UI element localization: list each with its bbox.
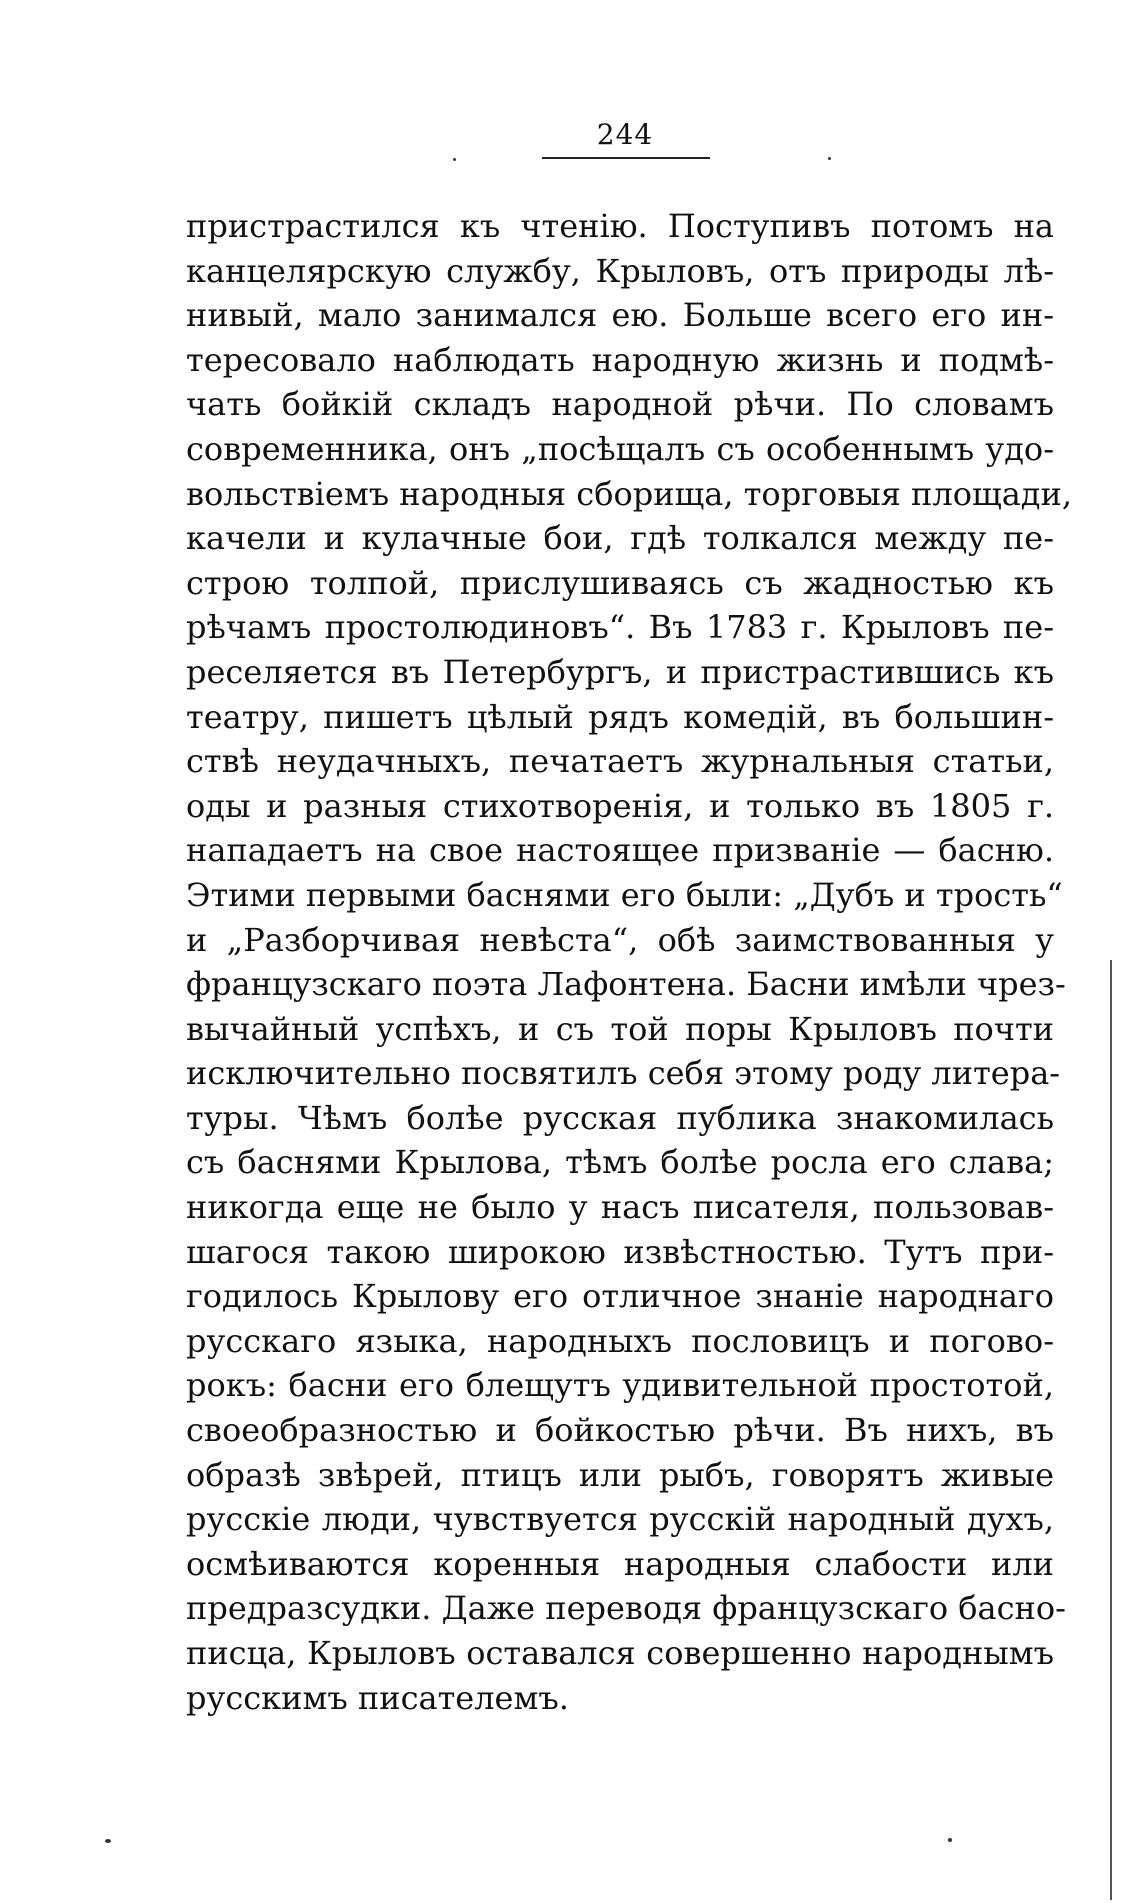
- text-line: своеобразностью и бойкостью рѣчи. Въ нихъ, въ: [186, 1411, 1054, 1450]
- scan-speck: [828, 157, 831, 160]
- text-line: Этими первыми баснями его были: „Дубъ и трость“: [186, 875, 1063, 914]
- text-line: туры. Чѣмъ болѣе русская публика знакомилась: [186, 1098, 1054, 1137]
- text-line: оды и разныя стихотворенія, и только въ 1805 г.: [186, 786, 1054, 825]
- text-line: пристрастился къ чтенію. Поступивъ потомъ на: [186, 207, 1054, 245]
- text-line: осмѣиваются коренныя народныя слабости или: [186, 1544, 1054, 1583]
- text-line: вольствіемъ народныя сборища, торговыя площади,: [186, 474, 1072, 513]
- text-line: театру, пишетъ цѣлый рядъ комедій, въ большин-: [186, 697, 1054, 736]
- text-line: нападаетъ на свое настоящее призваніе — басню.: [186, 831, 1054, 870]
- page-number: 244: [596, 118, 654, 151]
- text-line: никогда еще не было у насъ писателя, пользовав-: [186, 1188, 1054, 1227]
- text-line: вычайный успѣхъ, и съ той поры Крыловъ почти: [186, 1009, 1054, 1048]
- text-line: образѣ звѣрей, птицъ или рыбъ, говорятъ живые: [186, 1455, 1054, 1494]
- scan-speck: [105, 1839, 111, 1843]
- page-edge-line: [1110, 960, 1112, 1900]
- text-line: русскаго языка, народныхъ пословицъ и погово-: [186, 1321, 1054, 1360]
- text-line: писца, Крыловъ оставался совершенно народнымъ: [186, 1634, 1054, 1672]
- text-line: чать бойкій складъ народной рѣчи. По словамъ: [186, 385, 1054, 424]
- text-line: рокъ: басни его блещутъ удивительной простотой,: [186, 1366, 1054, 1405]
- text-line: нивый, мало занимался ею. Больше всего его ин-: [186, 296, 1054, 335]
- text-line: исключительно посвятилъ себя этому роду литера-: [186, 1054, 1061, 1093]
- text-line: французскаго поэта Лафонтена. Басни имѣли чрез-: [186, 965, 1066, 1004]
- text-line: и „Разборчивая невѣста“, обѣ заимствованныя у: [186, 920, 1054, 959]
- text-line: русскимъ писателемъ.: [186, 1678, 569, 1717]
- body-text: [186, 204, 1072, 1720]
- text-line: рѣчамъ простолюдиновъ“. Въ 1783 г. Крыловъ пе-: [186, 608, 1054, 647]
- text-line: современника, онъ „посѣщалъ съ особеннымъ удо-: [186, 429, 1054, 468]
- text-line: строю толпой, прислушиваясь съ жадностью къ: [186, 563, 1054, 602]
- text-line: реселяется въ Петербургъ, и пристрастившись къ: [186, 652, 1054, 691]
- text-line: канцелярскую службу, Крыловъ, отъ природы лѣ-: [186, 251, 1054, 290]
- text-line: предразсудки. Даже переводя французскаго басно-: [186, 1589, 1066, 1628]
- text-line: русскіе люди, чувствуется русскій народный духъ,: [186, 1500, 1054, 1539]
- text-line: съ баснями Крылова, тѣмъ болѣе росла его слава;: [186, 1143, 1054, 1182]
- text-line: ствѣ неудачныхъ, печатаетъ журнальныя статьи,: [186, 742, 1054, 781]
- text-line: качели и кулачные бои, гдѣ толкался между пе-: [186, 519, 1054, 558]
- text-line: шагося такою широкою извѣстностью. Тутъ при-: [186, 1232, 1054, 1271]
- text-line: тересовало наблюдать народную жизнь и подмѣ-: [186, 340, 1054, 379]
- scan-speck: [453, 158, 456, 161]
- scan-speck: [948, 1838, 952, 1842]
- page-number-rule: [542, 157, 710, 159]
- text-line: годилось Крылову его отличное знаніе народнаго: [186, 1277, 1054, 1316]
